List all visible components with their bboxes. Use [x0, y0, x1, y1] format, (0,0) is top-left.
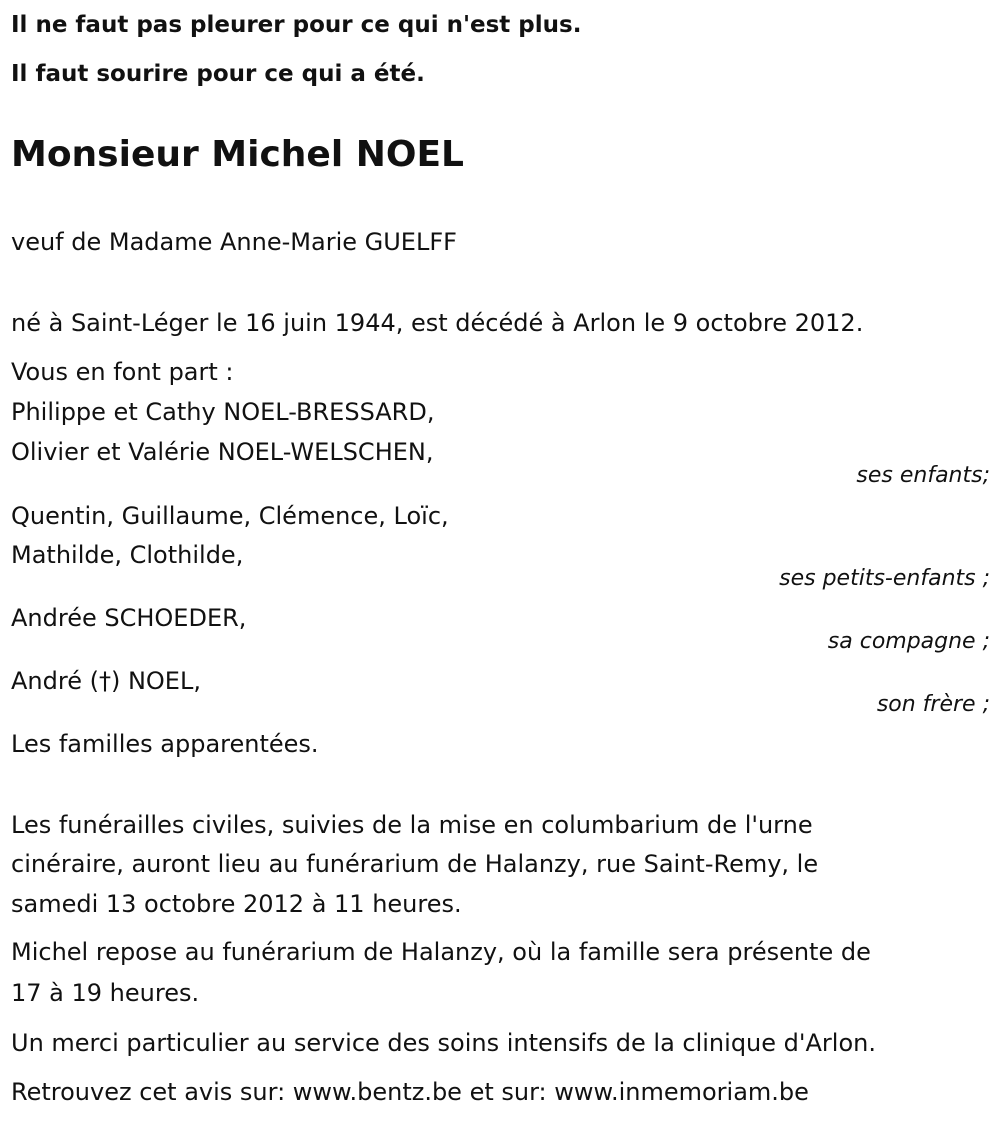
announcement-intro: Vous en font part :: [11, 358, 234, 386]
quote-line-1: Il ne faut pas pleurer pour ce qui n'est plus.: [11, 12, 582, 38]
brother-line: André (†) NOEL,: [11, 667, 201, 695]
thanks-line: Un merci particulier au service des soins intensifs de la clinique d'Arlon.: [11, 1029, 876, 1057]
companion-role: sa compagne ;: [827, 629, 990, 654]
quote-line-2: Il faut sourire pour ce qui a été.: [11, 61, 425, 87]
companion-line: Andrée SCHOEDER,: [11, 604, 247, 632]
grandchildren-role: ses petits-enfants ;: [779, 566, 990, 591]
widower-line: veuf de Madame Anne-Marie GUELFF: [11, 228, 457, 256]
funeral-line: Les funérailles civiles, suivies de la mise en columbarium de l'urne: [11, 811, 813, 839]
families-line: Les familles apparentées.: [11, 730, 319, 758]
child-line: Philippe et Cathy NOEL-BRESSARD,: [11, 398, 435, 426]
birth-death-line: né à Saint-Léger le 16 juin 1944, est décédé à Arlon le 9 octobre 2012.: [11, 309, 864, 337]
child-line: Olivier et Valérie NOEL-WELSCHEN,: [11, 438, 434, 466]
funeral-line: cinéraire, auront lieu au funérarium de Halanzy, rue Saint-Remy, le: [11, 850, 819, 878]
website-line: Retrouvez cet avis sur: www.bentz.be et sur: www.inmemoriam.be: [11, 1078, 809, 1106]
brother-role: son frère ;: [876, 692, 990, 717]
children-role: ses enfants;: [856, 463, 990, 488]
grandchild-line: Mathilde, Clothilde,: [11, 541, 244, 569]
grandchild-line: Quentin, Guillaume, Clémence, Loïc,: [11, 502, 449, 530]
visitation-line: 17 à 19 heures.: [11, 979, 200, 1007]
visitation-line: Michel repose au funérarium de Halanzy, où la famille sera présente de: [11, 938, 871, 966]
funeral-line: samedi 13 octobre 2012 à 11 heures.: [11, 890, 462, 918]
deceased-name: Monsieur Michel NOEL: [11, 134, 464, 175]
